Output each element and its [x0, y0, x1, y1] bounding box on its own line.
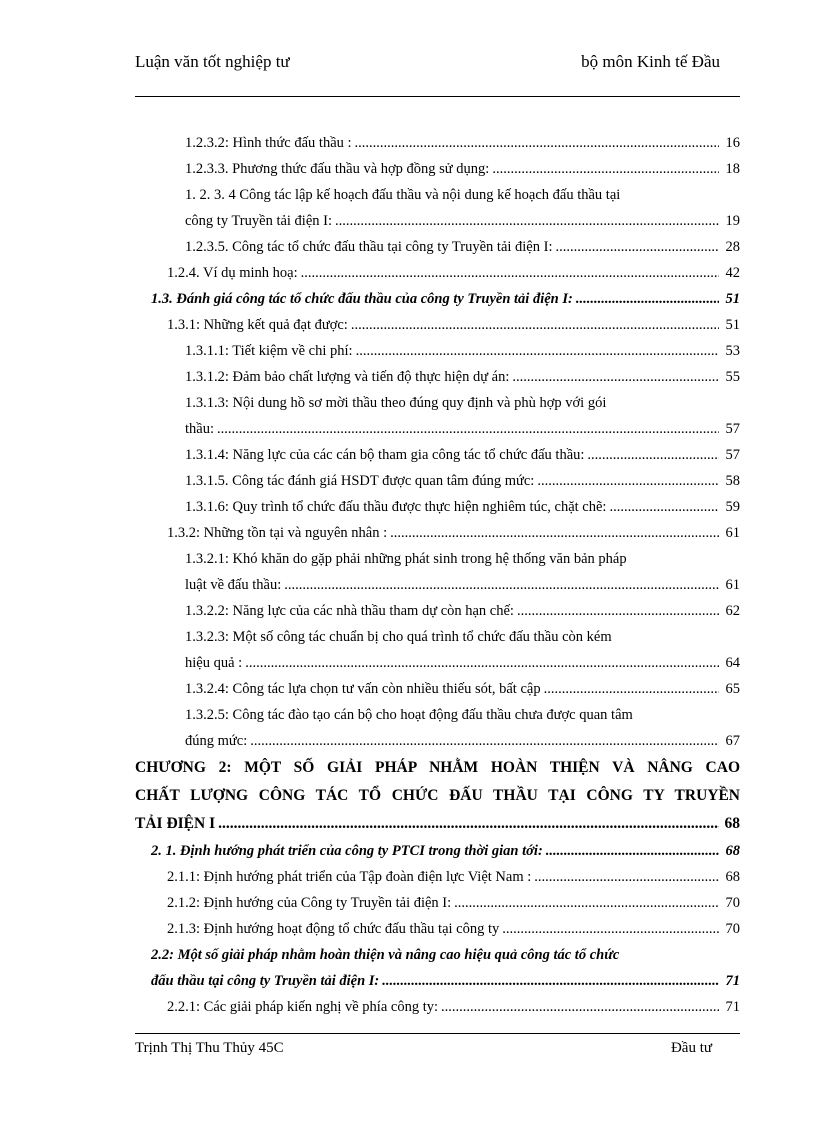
toc-entry-page: 18 — [725, 161, 740, 177]
toc-entry-page: 71 — [725, 999, 740, 1015]
toc-entry — [135, 442, 740, 468]
toc-entry-page: 61 — [725, 525, 740, 541]
toc-entry — [135, 338, 740, 364]
toc-entry-page: 70 — [725, 895, 740, 911]
toc-entry — [135, 364, 740, 390]
toc-entry — [135, 968, 740, 994]
toc-entry — [135, 156, 740, 182]
toc-leader-dots — [517, 598, 719, 624]
toc-entry-page: 57 — [725, 447, 740, 463]
toc-entry-title: 2. 1. Định hướng phát triển của công ty PTCI trong thời gian tới: — [151, 843, 543, 859]
toc-entry-title: hiệu quả : — [185, 655, 243, 671]
toc-entry-page: 68 — [725, 843, 740, 859]
chapter-line-1: CHƯƠNG 2: MỘT SỐ GIẢI PHÁP NHẰM HOÀN THIỆN VÀ NÂNG CAO — [135, 759, 740, 776]
toc-entry-title: luật về đấu thầu: — [185, 577, 282, 593]
toc-leader-dots — [534, 864, 719, 890]
toc-entry-page: 64 — [725, 655, 740, 671]
toc-entry-page: 28 — [725, 239, 740, 255]
toc-entry-page: 55 — [725, 369, 740, 385]
toc-entry-page: 71 — [725, 973, 740, 989]
toc-entry-title: 1.3. Đánh giá công tác tổ chức đấu thầu của công ty Truyền tải điện I: — [151, 291, 573, 307]
toc-entry-page: 61 — [725, 577, 740, 593]
toc-entry — [135, 676, 740, 702]
toc-entry — [135, 650, 740, 676]
toc-entry-title: 2.2.1: Các giải pháp kiến nghị về phía công ty: — [167, 999, 439, 1015]
toc-entry-page: 70 — [725, 921, 740, 937]
toc-entry-title: đấu thầu tại công ty Truyền tải điện I: — [151, 973, 380, 989]
toc-leader-dots — [356, 338, 719, 364]
toc-section-2 — [135, 838, 740, 1020]
toc-entry — [135, 416, 740, 442]
toc-entry — [135, 546, 740, 572]
toc-entry — [135, 312, 740, 338]
toc-entry-title: 1.3.1.6: Quy trình tổ chức đấu thầu được thực hiện nghiêm túc, chặt chẽ: — [185, 499, 607, 515]
toc-entry-title: 1.3.1.5. Công tác đánh giá HSDT được quan tâm đúng mức: — [185, 473, 535, 489]
toc-entry-page: 19 — [725, 213, 740, 229]
toc-leader-dots — [537, 468, 719, 494]
toc-leader-dots — [218, 810, 719, 838]
toc-leader-dots — [512, 364, 719, 390]
footer-left-text: Trịnh Thị Thu Thủy 45C — [135, 1040, 284, 1056]
toc-leader-dots — [245, 650, 719, 676]
toc-leader-dots — [546, 838, 719, 864]
toc-entry-page: 65 — [725, 681, 740, 697]
toc-entry — [135, 234, 740, 260]
toc-entry — [135, 390, 740, 416]
toc-leader-dots — [301, 260, 719, 286]
toc-entry — [135, 728, 740, 754]
toc-entry-title: 1.3.1: Những kết quả đạt được: — [167, 317, 348, 333]
page-footer — [135, 1033, 740, 1056]
toc-leader-dots — [544, 676, 719, 702]
toc-leader-dots — [390, 520, 719, 546]
toc-entry-page: 53 — [725, 343, 740, 359]
chapter-page-number: 68 — [724, 815, 740, 832]
toc-leader-dots — [217, 416, 719, 442]
toc-leader-dots — [284, 572, 719, 598]
toc-entry-title: đúng mức: — [185, 733, 248, 749]
toc-entry — [135, 942, 740, 968]
toc-leader-dots — [351, 312, 719, 338]
toc-leader-dots — [576, 286, 719, 312]
toc-leader-dots — [609, 494, 719, 520]
toc-entry — [135, 130, 740, 156]
toc-entry-page: 51 — [725, 291, 740, 307]
toc-entry — [135, 624, 740, 650]
toc-leader-dots — [502, 916, 719, 942]
toc-entry — [135, 182, 740, 208]
toc-entry-title: 1.3.1.4: Năng lực của các cán bộ tham gia công tác tổ chức đấu thầu: — [185, 447, 585, 463]
toc-entry-page: 16 — [725, 135, 740, 151]
toc-entry-title: 1.2.3.2: Hình thức đấu thầu : — [185, 135, 352, 151]
toc-entry-title: 1.3.1.2: Đảm bảo chất lượng và tiến độ thực hiện dự án: — [185, 369, 510, 385]
toc-entry — [135, 702, 740, 728]
toc-entry — [135, 260, 740, 286]
toc-entry — [135, 494, 740, 520]
toc-entry — [135, 890, 740, 916]
chapter-line-2: CHẤT LƯỢNG CÔNG TÁC TỔ CHỨC ĐẤU THẦU TẠI CÔNG TY TRUYỀN — [135, 787, 740, 804]
toc-leader-dots — [382, 968, 719, 994]
toc-entry-title: 1.2.3.5. Công tác tổ chức đấu thầu tại công ty Truyền tải điện I: — [185, 239, 553, 255]
chapter-heading — [135, 754, 740, 838]
toc-entry — [135, 286, 740, 312]
toc-entry — [135, 520, 740, 546]
toc-entry-title: 1.3.2.5: Công tác đào tạo cán bộ cho hoạt động đấu thầu chưa được quan tâm — [185, 707, 633, 723]
toc-leader-dots — [441, 994, 719, 1020]
toc-entry-page: 67 — [725, 733, 740, 749]
toc-entry-title: 2.2: Một số giải pháp nhằm hoàn thiện và nâng cao hiệu quả công tác tổ chức — [151, 947, 620, 963]
toc-entry-title: 1.3.2.2: Năng lực của các nhà thầu tham dự còn hạn chế: — [185, 603, 514, 619]
toc-entry — [135, 994, 740, 1020]
toc-entry-title: 1.3.1.3: Nội dung hồ sơ mời thầu theo đúng quy định và phù hợp với gói — [185, 395, 607, 411]
toc-entry-title: công ty Truyền tải điện I: — [185, 213, 333, 229]
toc-entry-title: 1.3.2: Những tồn tại và nguyên nhân : — [167, 525, 388, 541]
toc-entry-page: 57 — [725, 421, 740, 437]
toc-entry-title: 1.3.1.1: Tiết kiệm về chi phí: — [185, 343, 353, 359]
toc-entry — [135, 208, 740, 234]
toc-entry-page: 58 — [725, 473, 740, 489]
toc-entry-title: 2.1.2: Định hướng của Công ty Truyền tải điện I: — [167, 895, 452, 911]
toc-leader-dots — [587, 442, 719, 468]
toc-entry-page: 59 — [725, 499, 740, 515]
toc-entry-title: 1.3.2.4: Công tác lựa chọn tư vấn còn nhiều thiếu sót, bất cập — [185, 681, 541, 697]
toc-entry-title: 1.2.3.3. Phương thức đấu thầu và hợp đồng sử dụng: — [185, 161, 490, 177]
toc-entry-page: 68 — [725, 869, 740, 885]
footer-right-text: Đầu tư — [670, 1040, 712, 1056]
toc-leader-dots — [454, 890, 719, 916]
toc-entry — [135, 916, 740, 942]
chapter-line-3-text: TẢI ĐIỆN I — [135, 815, 216, 832]
toc-entry-title: 1. 2. 3. 4 Công tác lập kế hoạch đấu thầu và nội dung kế hoạch đấu thầu tại — [185, 187, 621, 203]
toc-entry-title: 2.1.1: Định hướng phát triển của Tập đoàn điện lực Việt Nam : — [167, 869, 532, 885]
table-of-contents — [135, 130, 740, 1020]
chapter-line-3 — [135, 810, 740, 838]
toc-leader-dots — [250, 728, 719, 754]
page-header — [135, 50, 740, 97]
toc-leader-dots — [555, 234, 719, 260]
toc-entry — [135, 572, 740, 598]
header-left-text: Luận văn tốt nghiệp tư — [135, 52, 290, 71]
toc-entry — [135, 864, 740, 890]
toc-entry-title: thầu: — [185, 421, 214, 437]
toc-section-1 — [135, 130, 740, 754]
toc-leader-dots — [335, 208, 719, 234]
header-right-text: bộ môn Kinh tế Đầu — [581, 52, 720, 71]
toc-leader-dots — [492, 156, 719, 182]
toc-leader-dots — [355, 130, 719, 156]
toc-entry — [135, 468, 740, 494]
toc-entry-page: 42 — [725, 265, 740, 281]
toc-entry-page: 62 — [725, 603, 740, 619]
toc-entry — [135, 598, 740, 624]
toc-entry-title: 1.2.4. Ví dụ minh hoạ: — [167, 265, 298, 281]
toc-entry-page: 51 — [725, 317, 740, 333]
toc-entry-title: 1.3.2.1: Khó khăn do gặp phải những phát sinh trong hệ thống văn bản pháp — [185, 551, 627, 567]
toc-entry-title: 2.1.3: Định hướng hoạt động tổ chức đấu thầu tại công ty — [167, 921, 500, 937]
toc-entry-title: 1.3.2.3: Một số công tác chuẩn bị cho quá trình tổ chức đấu thầu còn kém — [185, 629, 612, 645]
toc-entry — [135, 838, 740, 864]
